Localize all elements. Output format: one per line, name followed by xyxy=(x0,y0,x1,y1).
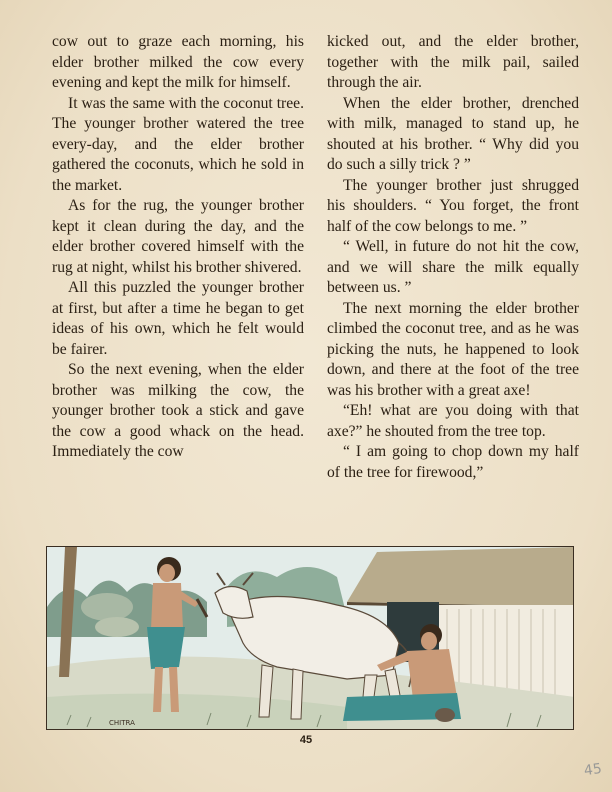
right-column-paragraph: “ I am going to chop down my half of the tree for firewood,” xyxy=(327,443,579,481)
right-text-column xyxy=(327,32,579,483)
left-column-paragraph: As for the rug, the younger brother kept it clean during the day, and the elder brother covered himself with the rug at night, whilst his brother shivered. xyxy=(52,197,304,276)
handwritten-page-number: 45 xyxy=(582,760,603,780)
right-column-paragraph: The next morning the elder brother climbed the coconut tree, and as he was picking the nuts, he happened to look down, and there at the foot of the tree was his brother with a great axe! xyxy=(327,299,579,399)
left-column-paragraph: All this puzzled the younger brother at first, but after a time he began to get ideas of his own, which he felt would be fairer. xyxy=(52,279,304,358)
right-column-paragraph: kicked out, and the elder brother, together with the milk pail, sailed through the air. xyxy=(327,33,579,91)
story-illustration xyxy=(46,546,574,730)
right-column-paragraph: “ Well, in future do not hit the cow, and we will share the milk equally between us. ” xyxy=(327,238,579,296)
right-column-paragraph: “Eh! what are you doing with that axe?” he shouted from the tree top. xyxy=(327,402,579,440)
left-text-column xyxy=(52,32,304,463)
left-column-paragraph: cow out to graze each morning, his elder brother milked the cow every evening and kept the milk for himself. xyxy=(52,33,304,91)
left-column-paragraph: It was the same with the coconut tree. The younger brother watered the tree every-day, and the elder brother gathered the coconuts, which he sold in the market. xyxy=(52,94,304,194)
page-number: 45 xyxy=(299,734,313,746)
right-column-paragraph: When the elder brother, drenched with milk, managed to stand up, he shouted at his brother. “ Why did you do such a silly trick ? ” xyxy=(327,94,579,173)
left-column-paragraph: So the next evening, when the elder brother was milking the cow, the younger brother took a stick and gave the cow a good whack on the head. Immediately the cow xyxy=(52,361,304,460)
artist-signature: CHITRA xyxy=(109,719,135,727)
right-column-paragraph: The younger brother just shrugged his shoulders. “ You forget, the front half of the cow belongs to me. ” xyxy=(327,176,579,235)
